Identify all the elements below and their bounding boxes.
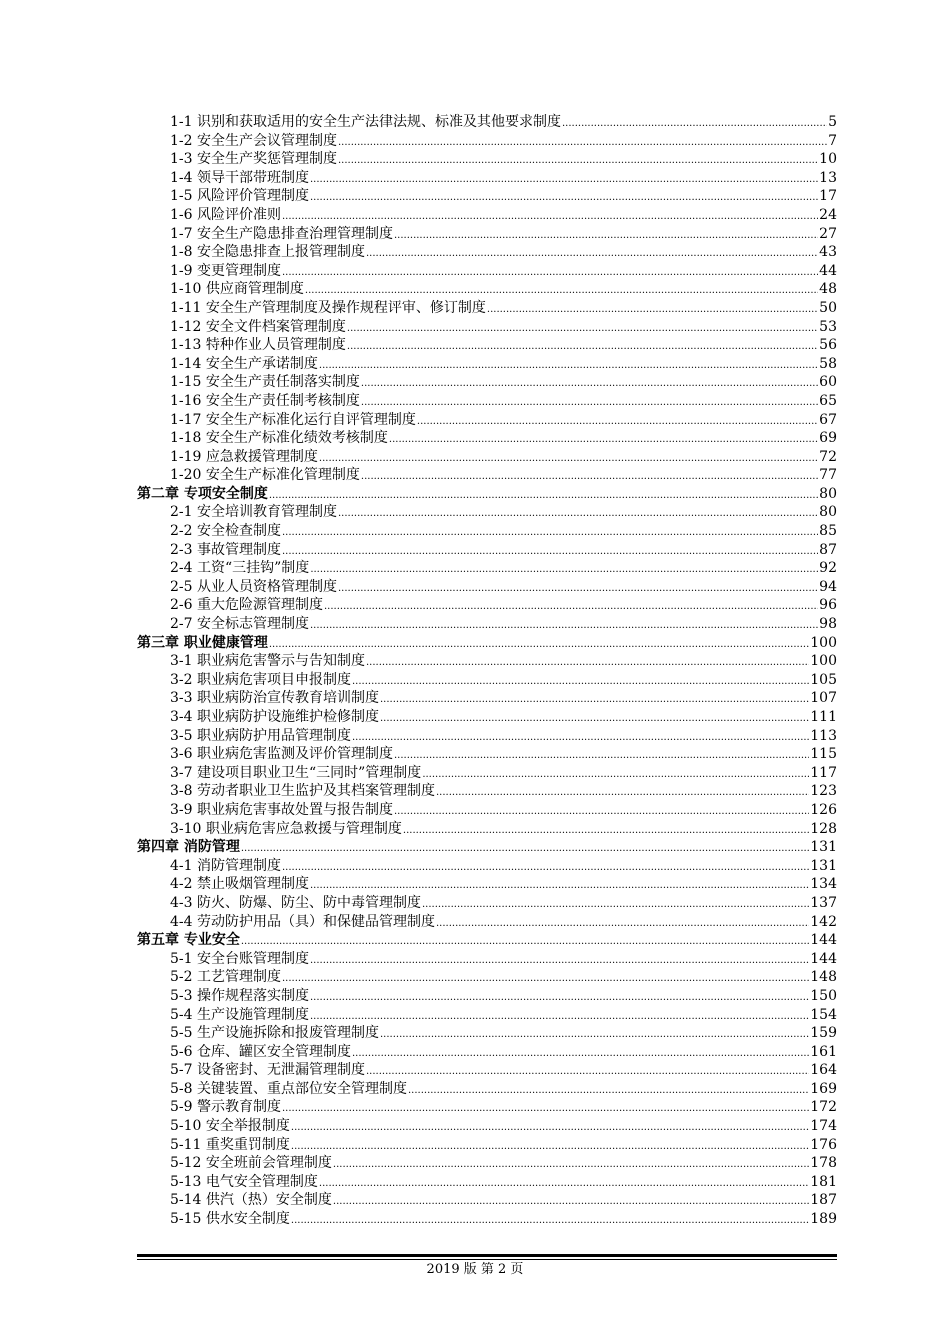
toc-entry-title: 3-7 建设项目职业卫生“三同时”管理制度: [170, 764, 422, 781]
toc-chapter-entry[interactable]: [137, 931, 837, 950]
toc-entry-page: 115: [810, 746, 837, 763]
toc-entry-page: 137: [810, 894, 837, 911]
toc-entry-page: 85: [819, 523, 837, 540]
toc-entry-title: 3-4 职业病防护设施维护检修制度: [170, 709, 379, 725]
toc-entry[interactable]: [137, 968, 837, 987]
dot-leader: [319, 450, 818, 469]
toc-entry-page: 131: [810, 857, 837, 874]
toc-entry-title: 5-5 生产设施拆除和报废管理制度: [170, 1025, 379, 1042]
toc-entry[interactable]: [137, 429, 837, 448]
toc-entry-page: 67: [819, 411, 837, 428]
toc-entry-page: 172: [810, 1099, 837, 1116]
toc-entry[interactable]: [137, 1154, 837, 1173]
dot-leader: [310, 952, 809, 971]
toc-entry[interactable]: [137, 578, 837, 597]
toc-entry-page: 126: [810, 801, 837, 818]
toc-entry-title: 3-9 职业病危害事故处置与报告制度: [170, 801, 393, 818]
toc-entry[interactable]: [137, 1117, 837, 1136]
toc-entry-page: 113: [810, 727, 837, 744]
toc-entry-title: 1-19 应急救援管理制度: [170, 448, 318, 465]
dot-leader: [319, 357, 818, 376]
toc-entry-title: 5-1 安全台账管理制度: [170, 950, 309, 967]
toc-entry-page: 48: [819, 281, 837, 298]
dot-leader: [562, 115, 827, 134]
toc-entry-page: 43: [819, 244, 837, 261]
dot-leader: [487, 301, 818, 320]
toc-entry[interactable]: [137, 355, 837, 374]
dot-leader: [422, 896, 809, 915]
dot-leader: [269, 487, 818, 506]
dot-leader: [333, 1156, 809, 1175]
toc-entry[interactable]: [137, 596, 837, 615]
toc-entry-title: 1-1 识别和获取适用的安全生产法律法规、标准及其他要求制度: [170, 114, 561, 130]
toc-entry-page: 144: [810, 950, 837, 967]
toc-entry-page: 181: [810, 1173, 837, 1190]
table-of-contents: [137, 113, 837, 1229]
dot-leader: [361, 468, 818, 487]
dot-leader: [241, 933, 809, 952]
toc-entry[interactable]: [137, 187, 837, 206]
toc-entry-title: 5-11 重奖重罚制度: [170, 1136, 290, 1153]
dot-leader: [282, 859, 809, 878]
toc-entry-title: 1-16 安全生产责任制考核制度: [170, 392, 360, 409]
toc-entry-title: 1-2 安全生产会议管理制度: [170, 132, 337, 149]
toc-entry-title: 5-8 关键装置、重点部位安全管理制度: [170, 1080, 407, 1097]
dot-leader: [282, 264, 818, 283]
toc-entry-page: 69: [819, 430, 837, 447]
dot-leader: [403, 822, 809, 841]
toc-entry-title: 第四章 消防管理: [137, 839, 240, 856]
dot-leader: [310, 561, 818, 580]
toc-entry[interactable]: [137, 541, 837, 560]
dot-leader: [352, 673, 809, 692]
toc-entry-page: 148: [810, 969, 837, 986]
toc-entry-page: 96: [819, 597, 837, 614]
toc-entry-title: 1-8 安全隐患排查上报管理制度: [170, 244, 365, 261]
toc-entry[interactable]: [137, 875, 837, 894]
dot-leader: [282, 970, 809, 989]
toc-entry-title: 3-3 职业病防治宣传教育培训制度: [170, 690, 379, 707]
toc-entry[interactable]: [137, 727, 837, 746]
dot-leader: [352, 1045, 809, 1064]
toc-entry[interactable]: [137, 1061, 837, 1080]
toc-chapter-entry[interactable]: [137, 634, 837, 653]
toc-entry[interactable]: [137, 1191, 837, 1210]
toc-entry[interactable]: [137, 299, 837, 318]
toc-entry[interactable]: [137, 225, 837, 244]
toc-entry-page: 123: [810, 783, 837, 800]
toc-entry-page: 80: [819, 485, 837, 502]
toc-entry-title: 5-10 安全举报制度: [170, 1118, 290, 1135]
toc-entry-page: 189: [810, 1211, 837, 1228]
toc-entry-title: 2-5 从业人员资格管理制度: [170, 578, 337, 595]
toc-entry[interactable]: [137, 745, 837, 764]
toc-entry-page: 5: [828, 114, 837, 130]
toc-entry[interactable]: [137, 1098, 837, 1117]
dot-leader: [241, 840, 809, 859]
dot-leader: [310, 189, 818, 208]
toc-entry-title: 第三章 职业健康管理: [137, 634, 268, 651]
toc-entry-title: 3-1 职业病危害警示与告知制度: [170, 653, 365, 670]
toc-entry[interactable]: [137, 448, 837, 467]
toc-entry-page: 56: [819, 337, 837, 354]
toc-entry-page: 111: [810, 709, 837, 725]
toc-entry-title: 5-6 仓库、罐区安全管理制度: [170, 1043, 351, 1060]
toc-entry-page: 10: [819, 151, 837, 168]
toc-entry-title: 5-13 电气安全管理制度: [170, 1173, 318, 1190]
toc-entry[interactable]: [137, 559, 837, 578]
dot-leader: [333, 1193, 809, 1212]
toc-entry-page: 154: [810, 1006, 837, 1023]
footer-rule-thin: [137, 1259, 837, 1260]
toc-entry-page: 72: [819, 448, 837, 465]
dot-leader: [436, 784, 809, 803]
dot-leader: [282, 543, 818, 562]
toc-entry-title: 5-3 操作规程落实制度: [170, 987, 309, 1004]
toc-entry-page: 92: [819, 560, 837, 577]
toc-entry-title: 2-4 工资“三挂钩”制度: [170, 560, 310, 577]
toc-entry-title: 第二章 专项安全制度: [137, 485, 268, 502]
toc-entry[interactable]: [137, 1173, 837, 1192]
toc-entry-page: 150: [810, 987, 837, 1004]
toc-entry-title: 4-1 消防管理制度: [170, 857, 281, 874]
toc-entry-page: 7: [828, 132, 837, 149]
toc-entry[interactable]: [137, 318, 837, 337]
toc-entry[interactable]: [137, 132, 837, 151]
toc-entry[interactable]: [137, 820, 837, 839]
dot-leader: [436, 915, 809, 934]
toc-entry-page: 100: [810, 634, 837, 651]
dot-leader: [352, 729, 809, 748]
toc-entry-page: 169: [810, 1080, 837, 1097]
toc-entry[interactable]: [137, 466, 837, 485]
dot-leader: [338, 505, 818, 524]
toc-entry[interactable]: [137, 280, 837, 299]
toc-entry-title: 1-10 供应商管理制度: [170, 281, 304, 298]
toc-entry-page: 77: [819, 467, 837, 484]
toc-entry-page: 142: [810, 913, 837, 930]
dot-leader: [380, 691, 809, 710]
toc-entry-page: 94: [819, 578, 837, 595]
toc-entry-title: 1-5 风险评价管理制度: [170, 188, 309, 205]
toc-entry-page: 13: [819, 169, 837, 186]
dot-leader: [361, 375, 818, 394]
dot-leader: [394, 227, 818, 246]
toc-entry-title: 5-4 生产设施管理制度: [170, 1006, 309, 1023]
toc-entry-title: 5-2 工艺管理制度: [170, 969, 281, 986]
toc-entry[interactable]: [137, 1006, 837, 1025]
toc-entry-title: 3-5 职业病防护用品管理制度: [170, 727, 351, 744]
toc-entry-page: 98: [819, 616, 837, 633]
toc-entry-title: 5-12 安全班前会管理制度: [170, 1155, 332, 1172]
toc-entry-page: 178: [810, 1155, 837, 1172]
toc-entry[interactable]: [137, 671, 837, 690]
dot-leader: [366, 1063, 809, 1082]
dot-leader: [338, 152, 818, 171]
toc-entry-page: 144: [810, 932, 837, 949]
toc-entry-title: 1-20 安全生产标准化管理制度: [170, 467, 360, 484]
toc-chapter-entry[interactable]: [137, 485, 837, 504]
toc-entry-page: 80: [819, 504, 837, 521]
toc-entry-title: 3-10 职业病危害应急救援与管理制度: [170, 820, 402, 837]
toc-entry[interactable]: [137, 1136, 837, 1155]
toc-entry-page: 161: [810, 1043, 837, 1060]
dot-leader: [310, 617, 818, 636]
dot-leader: [380, 710, 809, 729]
toc-entry-title: 1-17 安全生产标准化运行自评管理制度: [170, 411, 416, 428]
footer-rule-thick: [137, 1254, 837, 1257]
dot-leader: [394, 747, 809, 766]
toc-entry-page: 24: [819, 206, 837, 223]
toc-entry-title: 1-18 安全生产标准化绩效考核制度: [170, 430, 388, 447]
toc-entry[interactable]: [137, 150, 837, 169]
toc-entry-page: 65: [819, 392, 837, 409]
toc-entry[interactable]: [137, 169, 837, 188]
toc-entry-title: 第五章 专业安全: [137, 932, 240, 949]
toc-entry[interactable]: [137, 652, 837, 671]
toc-entry[interactable]: [137, 1024, 837, 1043]
toc-entry-title: 4-2 禁止吸烟管理制度: [170, 876, 309, 893]
toc-entry[interactable]: [137, 262, 837, 281]
dot-leader: [338, 580, 818, 599]
toc-entry-title: 1-14 安全生产承诺制度: [170, 355, 318, 372]
toc-entry-title: 1-9 变更管理制度: [170, 262, 281, 279]
toc-entry[interactable]: [137, 411, 837, 430]
toc-entry-title: 5-9 警示教育制度: [170, 1099, 281, 1116]
toc-entry[interactable]: [137, 689, 837, 708]
toc-entry-page: 17: [819, 188, 837, 205]
toc-entry-title: 1-13 特种作业人员管理制度: [170, 337, 346, 354]
dot-leader: [347, 338, 818, 357]
toc-entry-page: 53: [819, 318, 837, 335]
toc-entry-page: 117: [810, 764, 837, 781]
toc-entry-page: 87: [819, 541, 837, 558]
toc-entry[interactable]: [137, 503, 837, 522]
dot-leader: [291, 1138, 809, 1157]
toc-entry-title: 3-6 职业病危害监测及评价管理制度: [170, 746, 393, 763]
toc-entry-page: 58: [819, 355, 837, 372]
toc-entry[interactable]: [137, 522, 837, 541]
toc-entry[interactable]: [137, 764, 837, 783]
toc-entry[interactable]: [137, 206, 837, 225]
dot-leader: [366, 245, 818, 264]
dot-leader: [324, 598, 818, 617]
toc-entry[interactable]: [137, 857, 837, 876]
toc-entry[interactable]: [137, 243, 837, 262]
dot-leader: [282, 1100, 809, 1119]
toc-entry-page: 176: [810, 1136, 837, 1153]
dot-leader: [319, 1175, 809, 1194]
toc-entry-title: 3-2 职业病危害项目申报制度: [170, 671, 351, 688]
toc-entry-title: 2-7 安全标志管理制度: [170, 616, 309, 633]
toc-entry-title: 2-6 重大危险源管理制度: [170, 597, 323, 614]
toc-entry-title: 3-8 劳动者职业卫生监护及其档案管理制度: [170, 783, 435, 800]
toc-entry-page: 107: [810, 690, 837, 707]
dot-leader: [366, 654, 809, 673]
toc-entry-title: 1-15 安全生产责任制落实制度: [170, 374, 360, 391]
toc-entry-title: 1-6 风险评价准则: [170, 206, 281, 223]
toc-entry-page: 50: [819, 299, 837, 316]
toc-entry-title: 1-11 安全生产管理制度及操作规程评审、修订制度: [170, 299, 486, 316]
toc-entry-page: 134: [810, 876, 837, 893]
toc-entry[interactable]: [137, 801, 837, 820]
toc-entry-page: 44: [819, 262, 837, 279]
toc-entry[interactable]: [137, 987, 837, 1006]
dot-leader: [394, 803, 809, 822]
toc-chapter-entry[interactable]: [137, 838, 837, 857]
toc-entry-title: 2-3 事故管理制度: [170, 541, 281, 558]
dot-leader: [361, 394, 818, 413]
toc-entry[interactable]: [137, 336, 837, 355]
dot-leader: [310, 1008, 809, 1027]
toc-entry-title: 5-15 供水安全制度: [170, 1211, 290, 1228]
toc-entry-page: 174: [810, 1118, 837, 1135]
dot-leader: [389, 431, 818, 450]
toc-entry[interactable]: [137, 1210, 837, 1229]
dot-leader: [338, 134, 827, 153]
dot-leader: [291, 1212, 809, 1231]
toc-entry-page: 60: [819, 374, 837, 391]
toc-entry-page: 159: [810, 1025, 837, 1042]
dot-leader: [417, 413, 818, 432]
toc-entry-title: 4-4 劳动防护用品（具）和保健品管理制度: [170, 913, 435, 930]
toc-entry-title: 5-14 供汽（热）安全制度: [170, 1192, 332, 1209]
toc-entry-title: 2-2 安全检查制度: [170, 523, 281, 540]
toc-entry-page: 100: [810, 653, 837, 670]
toc-entry[interactable]: [137, 708, 837, 727]
toc-entry-page: 105: [810, 671, 837, 688]
toc-entry[interactable]: [137, 913, 837, 932]
toc-entry-title: 1-3 安全生产奖惩管理制度: [170, 151, 337, 168]
toc-entry[interactable]: [137, 392, 837, 411]
dot-leader: [347, 320, 818, 339]
toc-entry[interactable]: [137, 615, 837, 634]
toc-entry[interactable]: [137, 1043, 837, 1062]
dot-leader: [408, 1082, 809, 1101]
toc-entry-page: 164: [810, 1062, 837, 1079]
toc-entry[interactable]: [137, 113, 837, 132]
toc-entry[interactable]: [137, 782, 837, 801]
dot-leader: [310, 989, 809, 1008]
dot-leader: [282, 524, 818, 543]
toc-entry-title: 4-3 防火、防爆、防尘、防中毒管理制度: [170, 894, 421, 911]
toc-entry-page: 187: [810, 1192, 837, 1209]
toc-entry[interactable]: [137, 950, 837, 969]
toc-entry[interactable]: [137, 894, 837, 913]
toc-entry-page: 27: [819, 225, 837, 242]
toc-entry-title: 1-4 领导干部带班制度: [170, 169, 309, 186]
page-footer: 2019 版 第 2 页: [426, 1262, 524, 1277]
toc-entry-title: 2-1 安全培训教育管理制度: [170, 504, 337, 521]
dot-leader: [380, 1026, 809, 1045]
toc-entry[interactable]: [137, 373, 837, 392]
toc-entry-title: 1-7 安全生产隐患排查治理管理制度: [170, 225, 393, 242]
dot-leader: [291, 1119, 809, 1138]
toc-entry-title: 5-7 设备密封、无泄漏管理制度: [170, 1062, 365, 1079]
dot-leader: [422, 766, 809, 785]
toc-entry-title: 1-12 安全文件档案管理制度: [170, 318, 346, 335]
toc-entry-page: 131: [810, 839, 837, 856]
toc-entry[interactable]: [137, 1080, 837, 1099]
dot-leader: [310, 171, 818, 190]
toc-entry-page: 128: [810, 820, 837, 837]
